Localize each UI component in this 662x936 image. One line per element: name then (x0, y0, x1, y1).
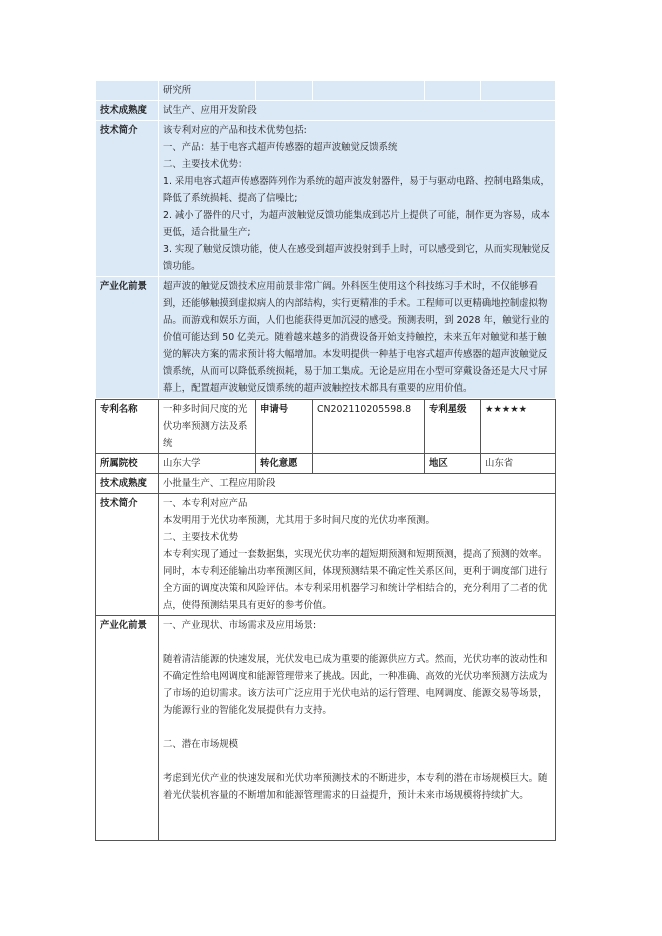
school-value: 山东大学 (159, 454, 256, 474)
empty-cell (313, 81, 425, 101)
maturity-value: 小批量生产、工程应用阶段 (159, 474, 556, 494)
intro-line: 3. 实现了触觉反馈功能，使人在感受到超声波投射到手上时，可以感受到它，从而实现触觉反馈功能。 (163, 244, 550, 272)
prospect-text: 超声波的触觉反馈技术应用前景非常广阔。外科医生使用这个科技练习手术时，不仅能够看到，还能够触摸到虚拟病人的内部结构，实行更精准的手术。工程师可以更精确地控制虚拟物品。而游戏和娱乐方面，人们也能获得更加沉浸的感受。预测表明，到 2028 年，触觉行业的价值可能达到 50 亿美元。随着越来越多的消费设备开始支持触控，未来五年对触觉和基于触觉的解决方案的需求预计将大幅增加。本发明提供一种基于电容式超声传感器的超声波触觉反馈系统，从而可以降低系统损耗，易于加工集成。无论是应用在小型可穿戴设备还是大尺寸屏幕上，配置超声波触觉反馈系统的超声波触控技术都具有重要的应用价值。 (159, 277, 556, 399)
prospect-row (96, 616, 556, 841)
intro-row (96, 121, 556, 277)
prospect-row (96, 277, 556, 399)
maturity-value: 试生产、应用开发阶段 (159, 101, 556, 121)
institute-tail: 研究所 (159, 81, 256, 101)
blank-line (163, 753, 551, 770)
intro-line: 该专利对应的产品和技术优势包括: (163, 125, 307, 136)
school-row (96, 454, 556, 474)
intro-content (159, 494, 556, 616)
region-value: 山东省 (481, 454, 556, 474)
intro-row (96, 494, 556, 616)
intro-line: 一、产品：基于电容式超声传感器的超声波触觉反馈系统 (163, 142, 398, 153)
patent-table-bottom (95, 399, 556, 841)
star-label: 专利星级 (425, 400, 481, 454)
prospect-label: 产业化前景 (96, 616, 159, 841)
empty-cell (425, 81, 481, 101)
prospect-paragraph: 考虑到光伏产业的快速发展和光伏功率预测技术的不断进步，本专利的潜在市场规模巨大。随着光伏装机容量的不断增加和能源管理需求的日益提升，预计未来市场规模将持续扩大。 (163, 773, 548, 801)
name-row (96, 400, 556, 454)
prospect-content (159, 616, 556, 841)
prospect-label: 产业化前景 (96, 277, 159, 399)
maturity-label: 技术成熟度 (96, 474, 159, 494)
maturity-row (96, 101, 556, 121)
intro-line: 2. 减小了器件的尺寸，为超声波触觉反馈功能集成到芯片上提供了可能，制作更为容易，成本更低，适合批量生产; (163, 210, 550, 238)
region-label: 地区 (425, 454, 481, 474)
blank-line (163, 634, 551, 651)
patent-table-top (95, 80, 556, 399)
prospect-heading: 一、产业现状、市场需求及应用场景: (163, 620, 317, 631)
intro-line: 本专利实现了通过一套数据集，实现光伏功率的超短期预测和短期预测，提高了预测的效率。同时，本专利还能输出功率预测区间，体现预测结果不确定性关系区间，更利于调度部门进行全方面的调度决策和风险评估。本专利采用机器学习和统计学相结合的，充分利用了二者的优点，使得预测结果具有更好的参考价值。 (163, 549, 548, 611)
maturity-label: 技术成熟度 (96, 101, 159, 121)
intro-line: 本发明用于光伏功率预测，尤其用于多时间尺度的光伏功率预测。 (163, 515, 435, 526)
intro-label: 技术简介 (96, 121, 159, 277)
institute-row (96, 81, 556, 101)
prospect-paragraph: 随着清洁能源的快速发展，光伏发电已成为重要的能源供应方式。然而，光伏功率的波动性和不确定性给电网调度和能源管理带来了挑战。因此，一种准确、高效的光伏功率预测方法成为了市场的迫切需求。该方法可广泛应用于光伏电站的运行管理、电网调度、能源交易等场景，为能源行业的智能化发展提供有力支持。 (163, 654, 548, 716)
maturity-row (96, 474, 556, 494)
intro-line: 1. 采用电容式超声传感器阵列作为系统的超声波发射器件，易于与驱动电路、控制电路集成，降低了系统损耗、提高了信噪比; (163, 176, 550, 204)
intro-line: 二、主要技术优势 (163, 532, 239, 543)
transfer-label: 转化意愿 (256, 454, 313, 474)
name-value: 一种多时间尺度的光伏功率预测方法及系统 (159, 400, 256, 454)
school-label: 所属院校 (96, 454, 159, 474)
empty-cell (481, 81, 556, 101)
empty-cell (256, 81, 313, 101)
intro-line: 一、本专利对应产品 (163, 498, 248, 509)
transfer-value (313, 454, 425, 474)
empty-cell (96, 81, 159, 101)
name-label: 专利名称 (96, 400, 159, 454)
star-rating: ★★★★★ (481, 400, 556, 454)
prospect-heading: 二、潜在市场规模 (163, 739, 239, 750)
intro-label: 技术简介 (96, 494, 159, 616)
appno-value: CN202110205598.8 (313, 400, 425, 454)
blank-line (163, 719, 551, 736)
appno-label: 申请号 (256, 400, 313, 454)
patent-document (95, 80, 555, 841)
intro-line: 二、主要技术优势： (163, 159, 248, 170)
intro-content (159, 121, 556, 277)
